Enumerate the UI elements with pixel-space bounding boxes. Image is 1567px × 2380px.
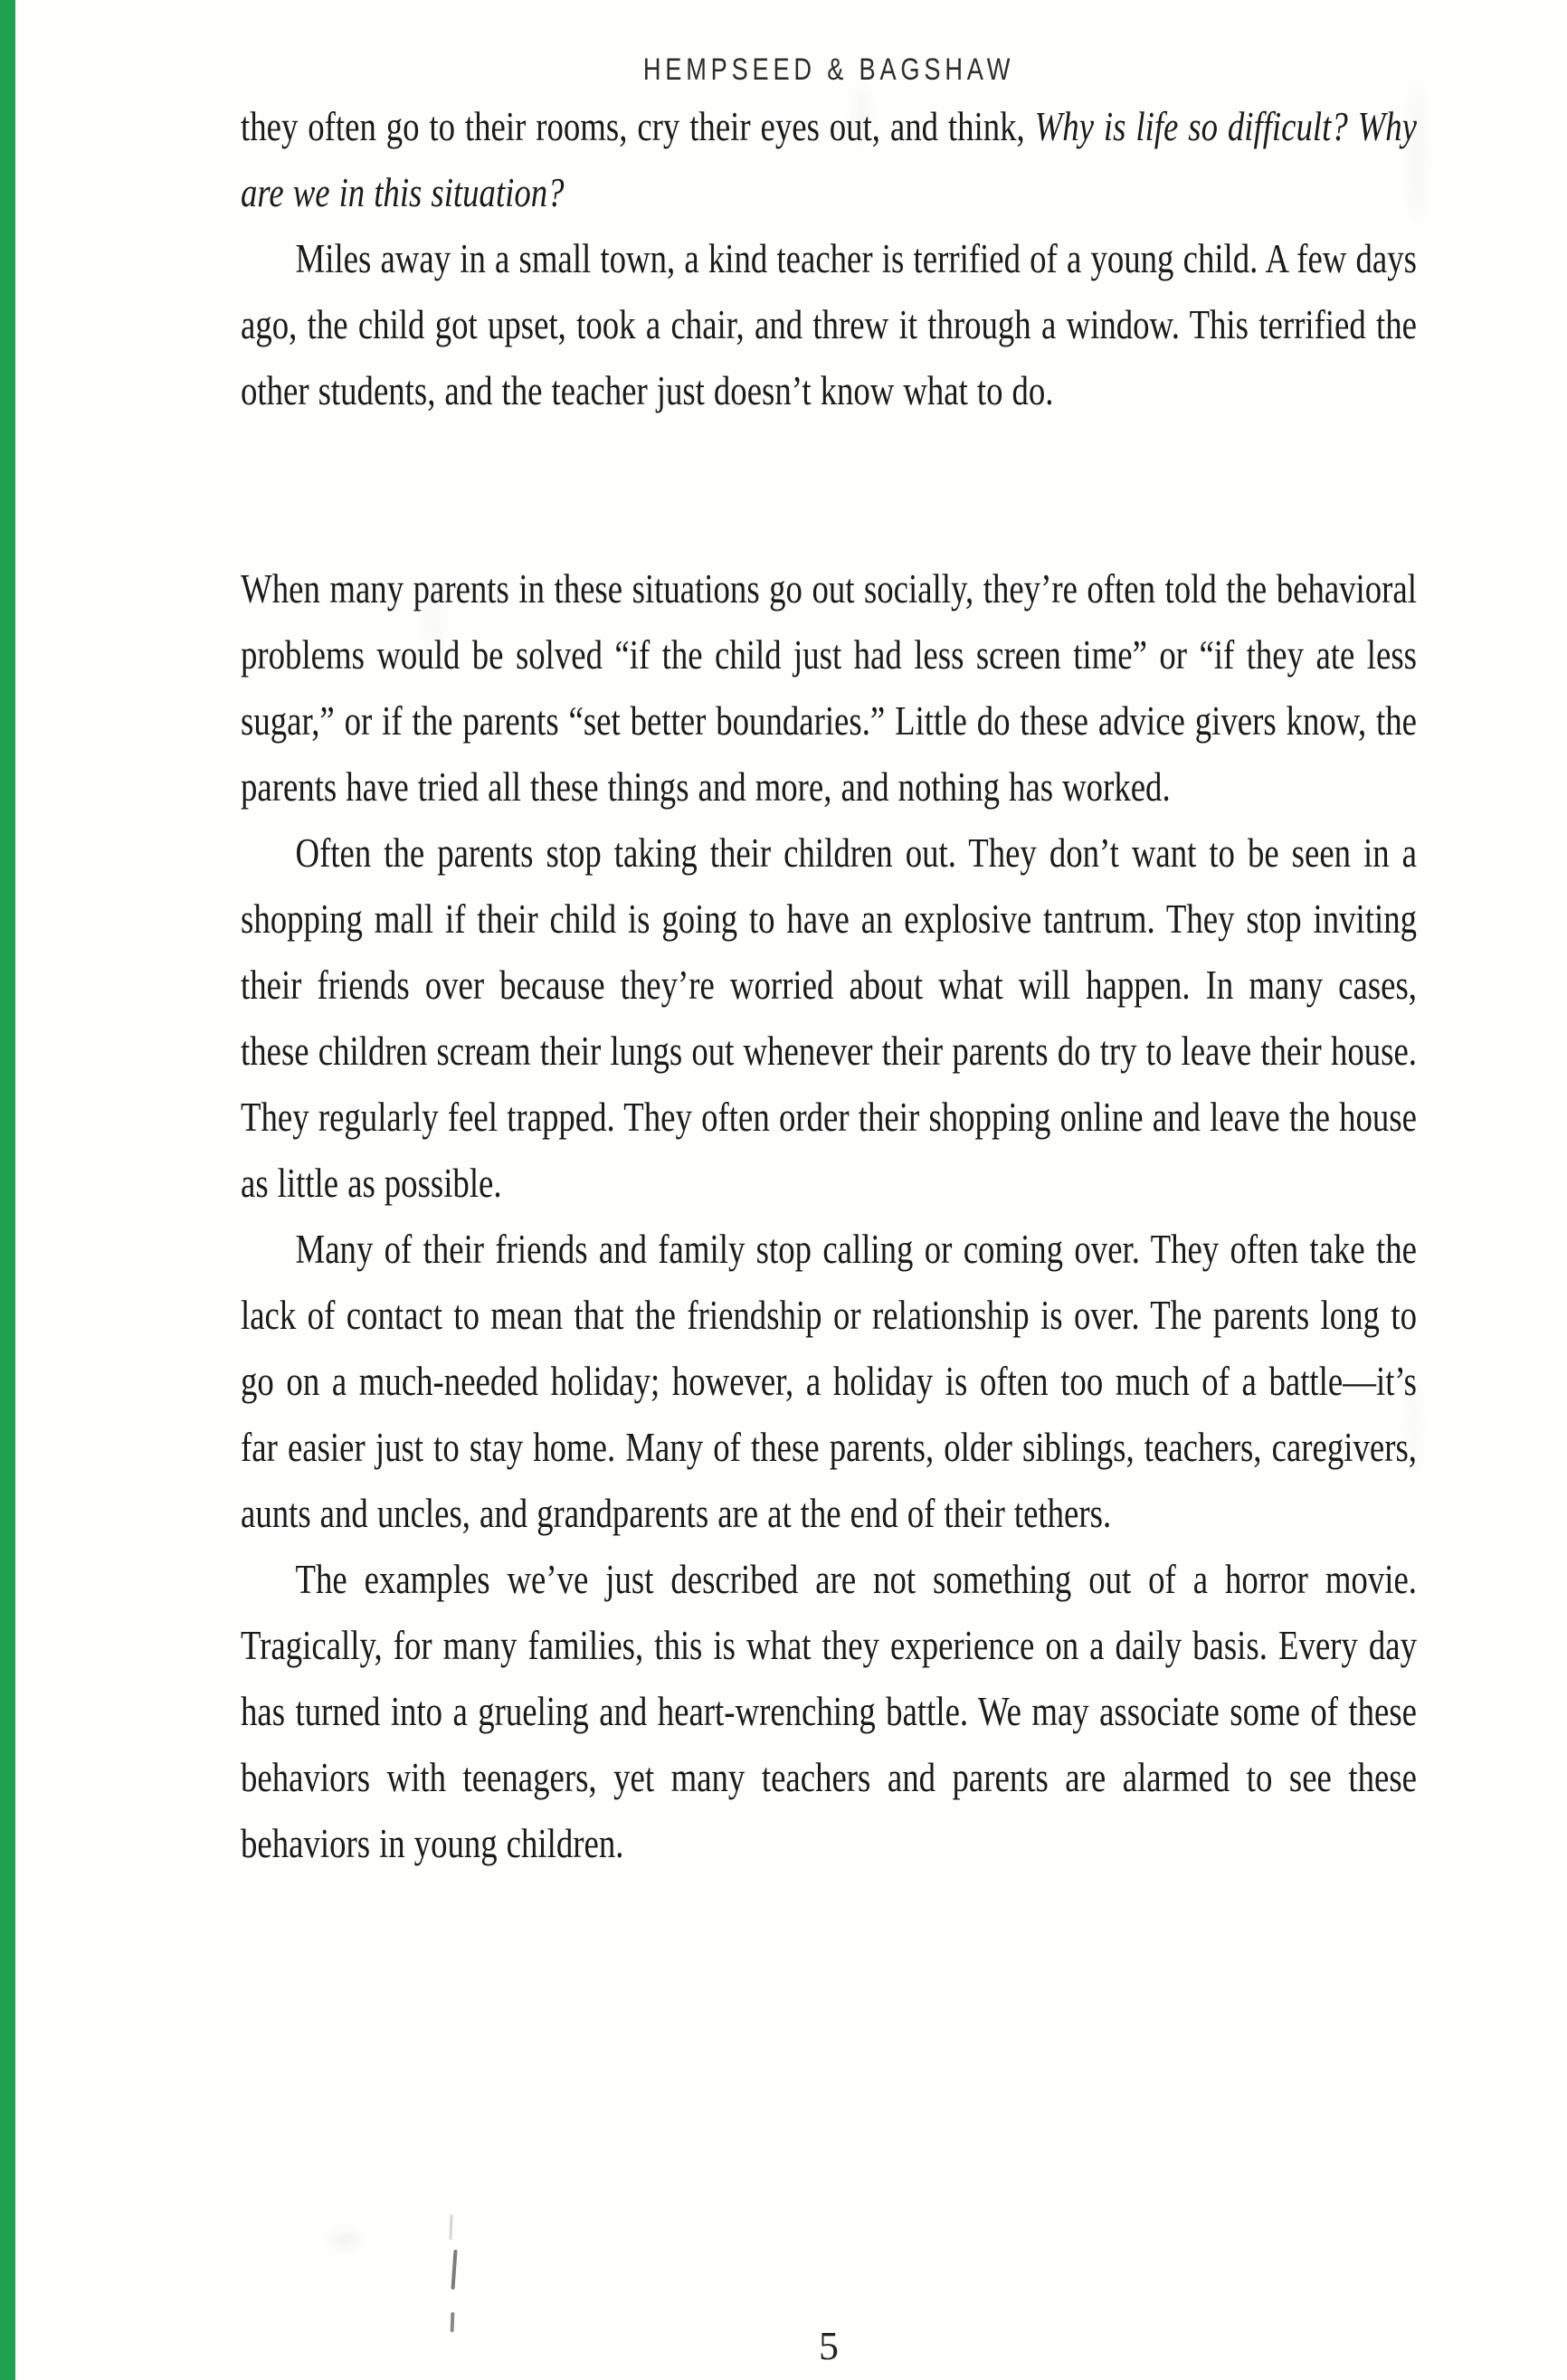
page-number: 5 [819, 2324, 839, 2368]
paragraph: Many of their friends and family stop calling or coming over. They often take the lack of contact to mean that the friendship or relationship is over. The parents long to go on a much-needed holiday; however, a holiday is often too much of a battle—it’s far easier just to stay home. Many of these parents, older siblings, teachers, caregivers, aunts and uncles, and grandparents are at the end of their tethers. [241, 1227, 1417, 1536]
paragraph-text: they often go to their rooms, cry their eyes out, and think, [241, 104, 1035, 149]
paragraph-italic-text: Why is life so difficult? Why are we in this situation? [241, 104, 1417, 215]
scan-smudge [1411, 86, 1422, 222]
paragraph: The examples we’ve just described are not something out of a horror movie. Tragically, for many families, this is what they experience on a daily basis. Every day has turned into a grueling and heart-wrenching battle. We may associate some of these behaviors with teenagers, yet many teachers and parents are alarmed to see these behaviors in young children. [241, 1557, 1417, 1866]
paragraph: Miles away in a small town, a kind teacher is terrified of a young child. A few days ago, the child got upset, took a chair, and threw it through a window. This terrified the other students, and the teacher just doesn’t know what to do. [241, 236, 1417, 413]
scan-pen-mark-artifact [450, 2214, 453, 2240]
paragraph-new-section: When many parents in these situations go out socially, they’re often told the behavioral problems would be solved “if the child just had less screen time” or “if they ate less sugar,” or if the parents “set better boundaries.” Little do these advice givers know, the parents have tried all these things and more, and nothing has worked. [241, 566, 1417, 810]
paragraph: Often the parents stop taking their children out. They don’t want to be seen in a shopping mall if their child is going to have an explosive tantrum. They stop inviting their friends over because they’re worried about what will happen. In many cases, these children scream their lungs out whenever their parents do try to leave their house. They regularly feel trapped. They often order their shopping online and leave the house as little as possible. [241, 830, 1417, 1206]
scan-smudge [854, 86, 869, 144]
scan-pen-mark-artifact [451, 2250, 457, 2290]
scan-smudge [1410, 1382, 1419, 1468]
running-header: HEMPSEED & BAGSHAW [642, 52, 1015, 87]
scan-smudge [425, 579, 442, 651]
body-text [241, 94, 1417, 1877]
paragraph-continued [241, 94, 1417, 226]
scan-smudge [331, 2233, 358, 2247]
left-edge-green-stripe [0, 0, 15, 2380]
